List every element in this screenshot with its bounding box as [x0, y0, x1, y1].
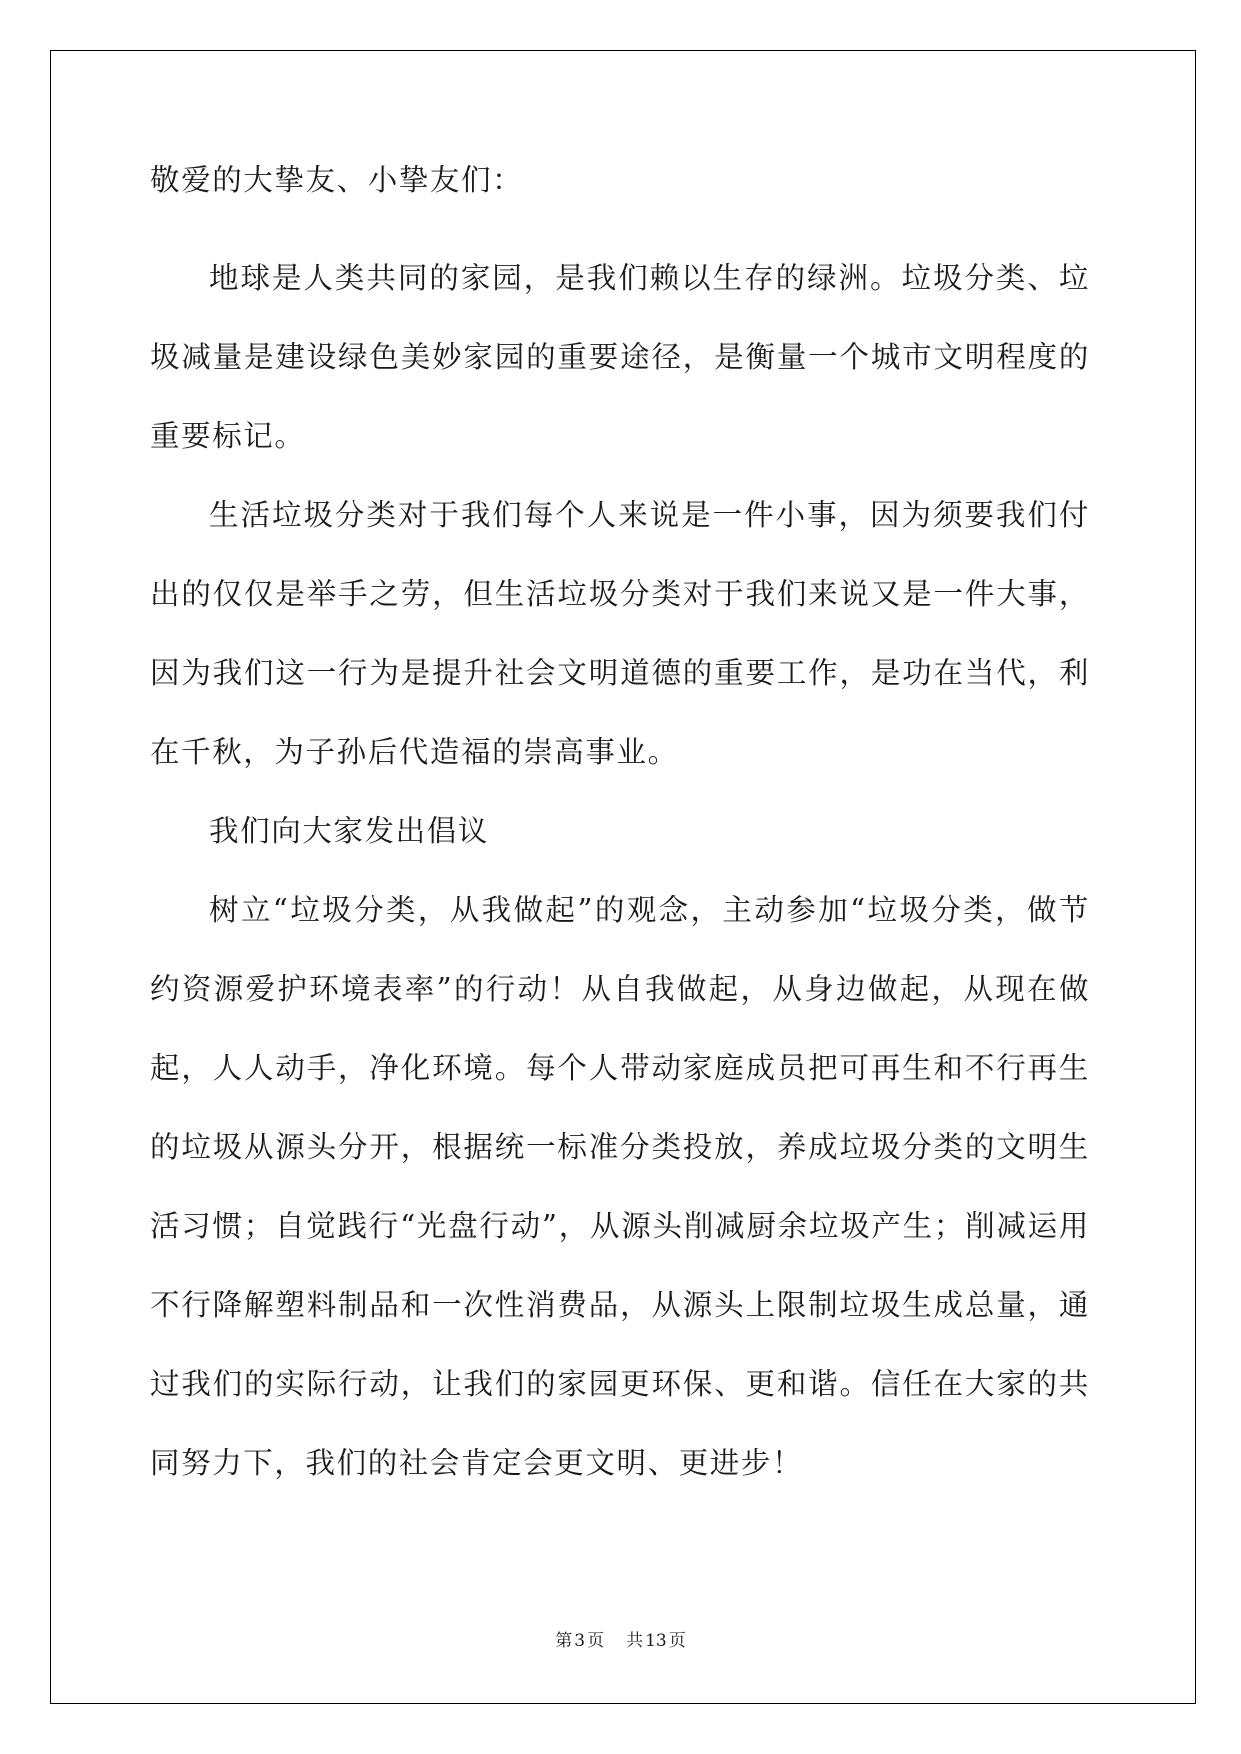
page-footer: [0, 1626, 1241, 1651]
paragraph-1: 地球是人类共同的家园，是我们赖以生存的绿洲。垃圾分类、垃圾减量是建设绿色美妙家园的重要途径，是衡量一个城市文明程度的重要标记。: [150, 261, 1090, 453]
total-unit: 页: [668, 1631, 686, 1651]
page-unit: 页: [587, 1631, 605, 1651]
total-pages-number: 13: [645, 1631, 667, 1651]
page-label: 第: [555, 1631, 573, 1651]
paragraph-4: 树立“垃圾分类，从我做起”的观念，主动参加“垃圾分类，做节约资源爱护环境表率”的行动！从自我做起，从身边做起，从现在做起，人人动手，净化环境。每个人带动家庭成员把可再生和不行再生的垃圾从源头分开，根据统一标准分类投放，养成垃圾分类的文明生活习惯；自觉践行“光盘行动”，从源头削减厨余垃圾产生；削减运用不行降解塑料制品和一次性消费品，从源头上限制垃圾生成总量，通过我们的实际行动，让我们的家园更环保、更和谐。信任在大家的共同努力下，我们的社会肯定会更文明、更进步！: [150, 893, 1090, 1480]
salutation: 敬爱的大挚友、小挚友们：: [150, 163, 524, 197]
paragraph-3: 我们向大家发出倡议: [209, 814, 489, 848]
document-body: [150, 160, 1090, 1503]
paragraph-2: 生活垃圾分类对于我们每个人来说是一件小事，因为须要我们付出的仅仅是举手之劳，但生活垃圾分类对于我们来说又是一件大事，因为我们这一行为是提升社会文明道德的重要工作，是功在当代，利在千秋，为子孙后代造福的崇高事业。: [150, 498, 1090, 769]
total-label: 共: [626, 1631, 644, 1651]
current-page-number: 3: [574, 1631, 586, 1651]
